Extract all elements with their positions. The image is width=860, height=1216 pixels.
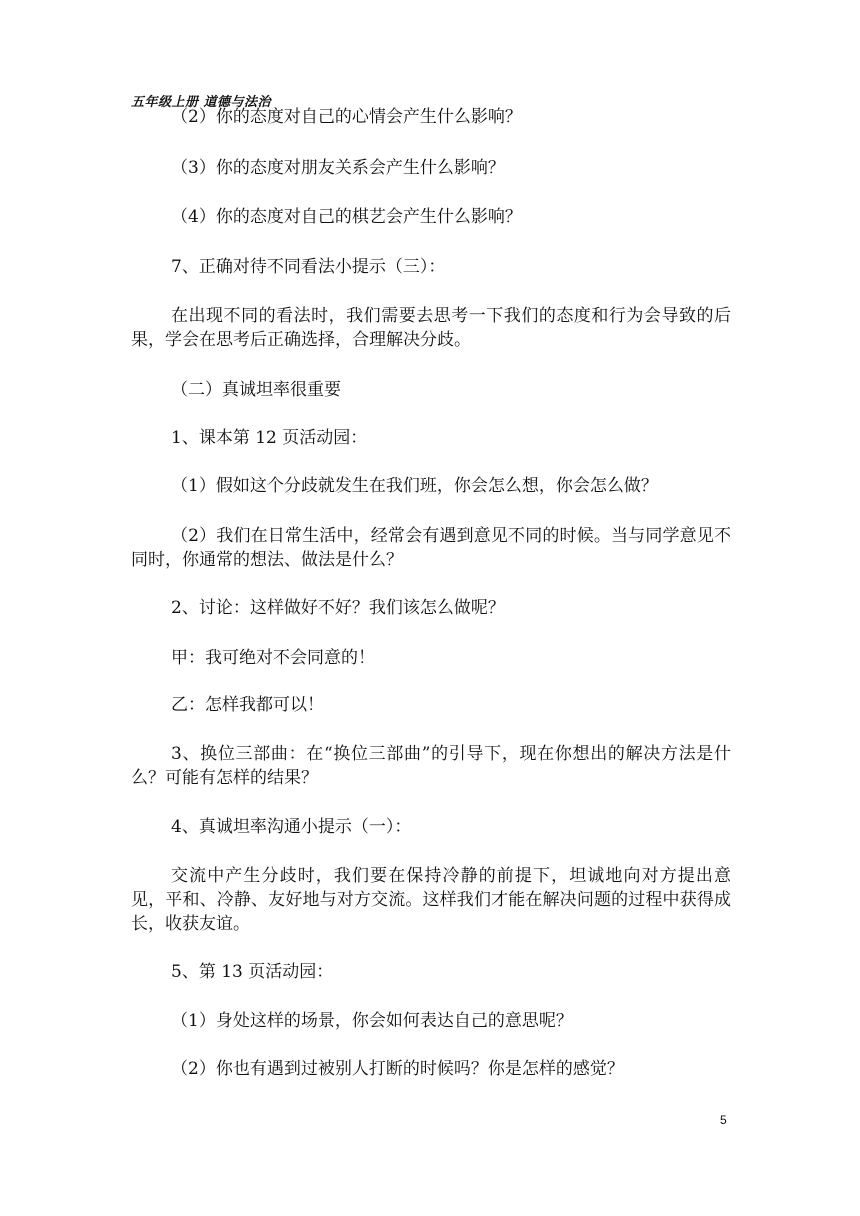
paragraph: 在出现不同的看法时，我们需要去思考一下我们的态度和行为会导致的后果，学会在思考后正确选择，合理解决分歧。 (131, 306, 731, 350)
section-heading: 5、第 13 页活动园： (171, 962, 334, 982)
section-heading: （二）真诚坦率很重要 (171, 380, 341, 400)
section-heading: 1、课本第 12 页活动园： (171, 428, 368, 448)
document-header: 五年级上册 道德与法治 (131, 95, 272, 110)
paragraph: （1）身处这样的场景，你会如何表达自己的意思呢？ (171, 1011, 573, 1031)
section-heading: 4、真诚坦率沟通小提示（一）： (171, 817, 412, 837)
section-heading: 2、讨论：这样做好不好？我们该怎么做呢？ (171, 598, 505, 618)
paragraph: （1）假如这个分歧就发生在我们班，你会怎么想，你会怎么做？ (171, 476, 658, 496)
paragraph: （2）你也有遇到过被别人打断的时候吗？你是怎样的感觉？ (171, 1059, 624, 1079)
paragraph: 交流中产生分歧时，我们要在保持冷静的前提下，坦诚地向对方提出意见，平和、冷静、友好地与对方交流。这样我们才能在解决问题的过程中获得成长，收获友谊。 (131, 866, 731, 934)
paragraph: （4）你的态度对自己的棋艺会产生什么影响？ (171, 207, 522, 227)
paragraph: （2）你的态度对自己的心情会产生什么影响？ (171, 107, 522, 127)
page-number: 5 (720, 1113, 727, 1127)
paragraph: （2）我们在日常生活中，经常会有遇到意见不同的时候。当与同学意见不同时，你通常的想法、做法是什么？ (131, 526, 731, 570)
paragraph: 3、换位三部曲：在“换位三部曲”的引导下，现在你想出的解决方法是什么？可能有怎样的结果？ (131, 744, 731, 788)
paragraph: （3）你的态度对朋友关系会产生什么影响？ (171, 158, 505, 178)
section-heading: 7、正确对待不同看法小提示（三）： (171, 257, 446, 277)
paragraph: 乙：怎样我都可以！ (171, 695, 324, 715)
paragraph: 甲：我可绝对不会同意的！ (171, 648, 375, 668)
